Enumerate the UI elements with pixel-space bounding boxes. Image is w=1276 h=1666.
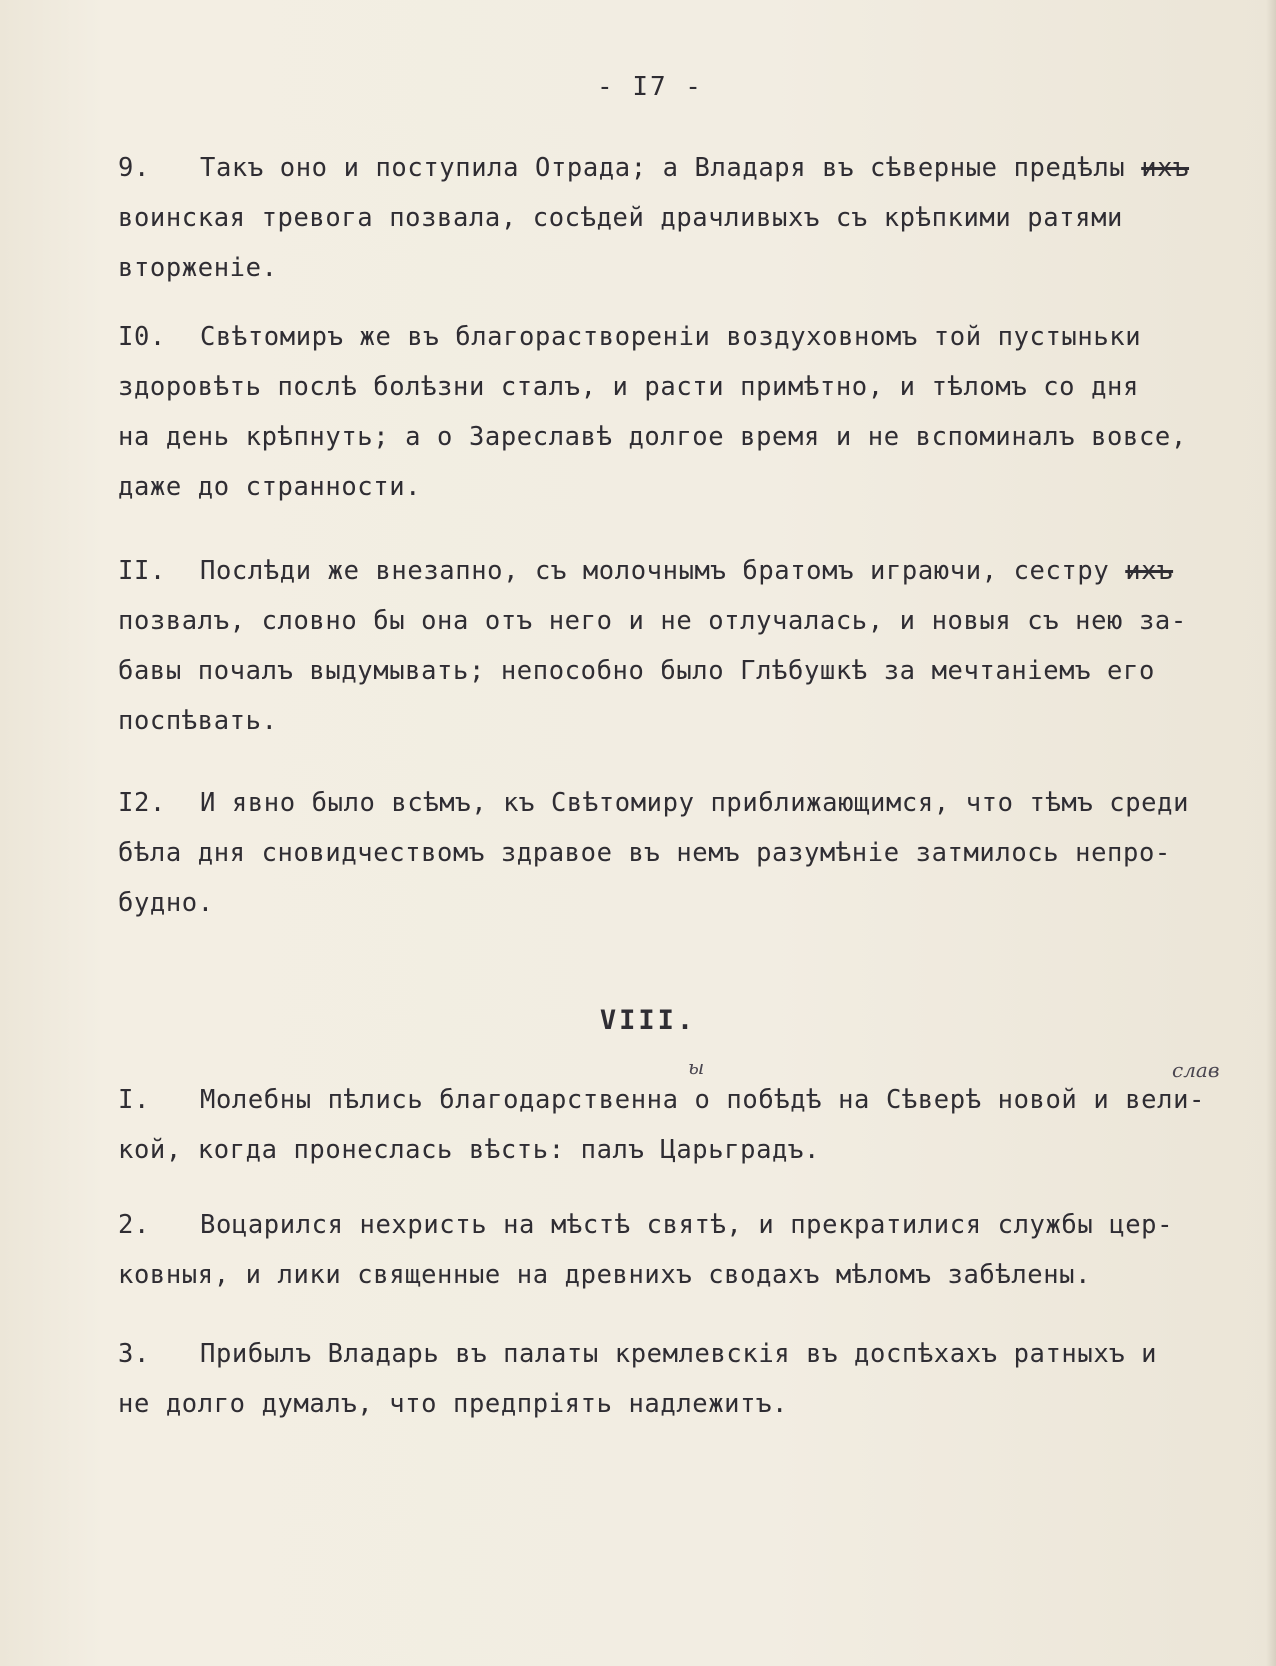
paragraph-number: 2. [118, 1210, 150, 1240]
text-line: здоровѣть послѣ болѣзни сталъ, и расти примѣтно, и тѣломъ со дня [118, 372, 1139, 402]
text-line: I2. И явно было всѣмъ, къ Свѣтомиру приближающимся, что тѣмъ среди [118, 778, 1248, 828]
text-line: бѣла дня сновидчествомъ здравое въ немъ разумѣнiе затмилось непро- [118, 838, 1171, 868]
text-line: бавы почалъ выдумывать; непособно было Глѣбушкѣ за мечтанiемъ его [118, 656, 1155, 686]
text-line: поспѣвать. [118, 706, 278, 736]
text-line: I0. Свѣтомиръ же въ благорастворенiи воздуховномъ той пустыньки [118, 312, 1248, 362]
paragraph-number: I. [118, 1085, 150, 1115]
paragraph-number: I2. [118, 788, 166, 818]
paragraph-11 [118, 546, 1248, 746]
chapter-heading: VIII. [599, 1005, 697, 1036]
paragraph-number: II. [118, 556, 166, 586]
paragraph-number: I0. [118, 322, 166, 352]
chapter-paragraph-1 [118, 1075, 1248, 1175]
text-line: будно. [118, 888, 214, 918]
text-line: 9. Такъ оно и поступила Отрада; а Владаря въ сѣверные предѣлы ихъ [118, 143, 1248, 193]
text-line: кой, когда пронеслась вѣсть: палъ Царьградъ. [118, 1135, 820, 1165]
handwritten-correction: слав [1172, 1058, 1220, 1082]
paragraph-number: 9. [118, 153, 150, 183]
text-line: даже до странности. [118, 472, 422, 502]
text-line: II. Послѣди же внезапно, съ молочнымъ братомъ играючи, сестру ихъ [118, 546, 1248, 596]
page-number: - I7 - [597, 72, 703, 102]
paragraph-10 [118, 312, 1248, 512]
text-line: позвалъ, словно бы она отъ него и не отлучалась, и новыя съ нею за- [118, 606, 1187, 636]
handwritten-correction: ы [688, 1055, 705, 1079]
paragraph-9 [118, 143, 1248, 293]
text-line: I. Молебны пѣлись благодарственна о побѣдѣ на Сѣверѣ новой и вели- [118, 1075, 1248, 1125]
paragraph-number: 3. [118, 1339, 150, 1369]
text-line: не долго думалъ, что предпрiять надлежитъ. [118, 1389, 788, 1419]
struck-word: ихъ [1125, 556, 1174, 586]
chapter-paragraph-3 [118, 1329, 1248, 1429]
text-line: ковныя, и лики священные на древнихъ сводахъ мѣломъ забѣлены. [118, 1260, 1092, 1290]
text-line: вторженіе. [118, 253, 278, 283]
chapter-paragraph-2 [118, 1200, 1248, 1300]
struck-word: ихъ [1141, 153, 1190, 183]
paragraph-12 [118, 778, 1248, 928]
text-line: 3. Прибылъ Владарь въ палаты кремлевскiя въ доспѣхахъ ратныхъ и [118, 1329, 1248, 1379]
page-edge-shadow [1266, 0, 1276, 1666]
text-line: 2. Воцарился нехристь на мѣстѣ святѣ, и прекратилися службы цер- [118, 1200, 1248, 1250]
text-line: на день крѣпнуть; а о Зареславѣ долгое время и не вспоминалъ вовсе, [118, 422, 1187, 452]
text-line: воинская тревога позвала, сосѣдей драчливыхъ съ крѣпкими ратями [118, 203, 1123, 233]
